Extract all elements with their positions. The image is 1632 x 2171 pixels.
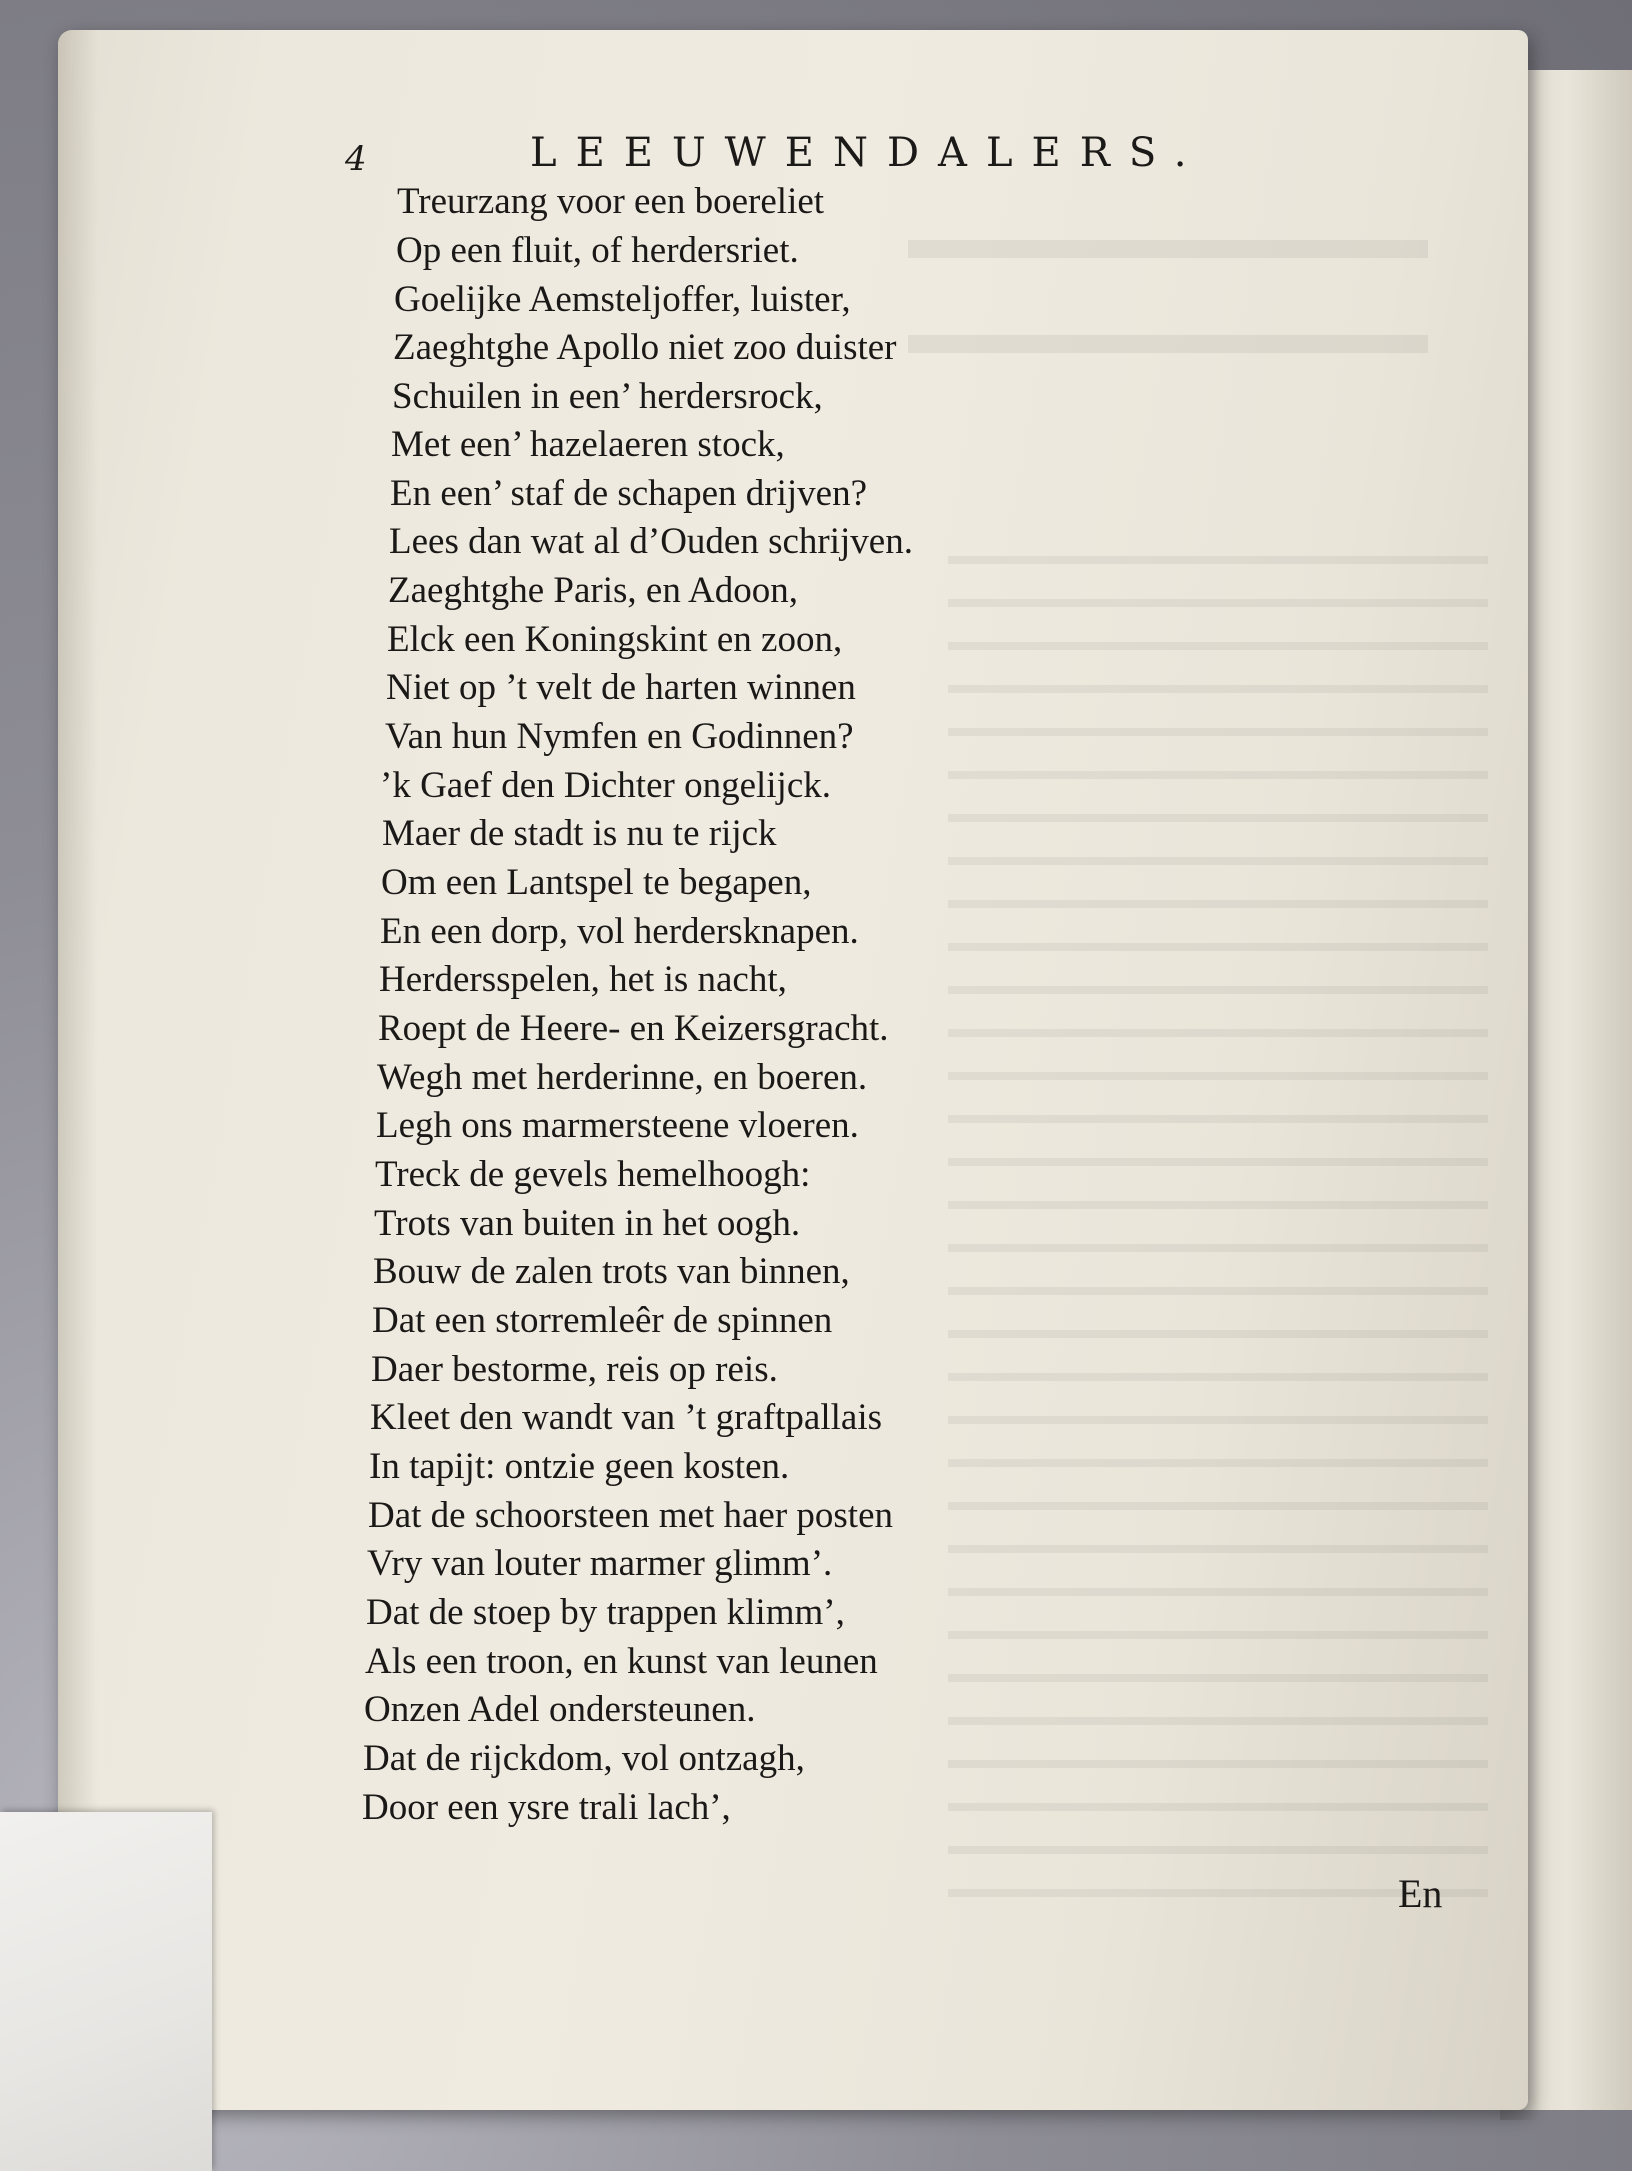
verse-line: In tapijt: ontzie geen kosten. (369, 1446, 790, 1487)
verse-line: Lees dan wat al d’Ouden schrijven. (389, 521, 913, 562)
verse-line: Roept de Heere- en Keizersgracht. (378, 1008, 889, 1049)
catchword: En (1398, 1871, 1443, 1916)
page-left-edge (58, 30, 98, 2110)
paper-scrap (0, 1812, 212, 2171)
verse-line: Goelijke Aemsteljoffer, luister, (394, 279, 851, 320)
verse-block (58, 30, 1528, 2110)
verse-line: Van hun Nymfen en Godinnen? (385, 716, 854, 757)
verse-line: Zaeghtghe Paris, en Adoon, (388, 570, 798, 611)
verse-line: Op een fluit, of herdersriet. (396, 230, 799, 271)
verse-line: En een’ staf de schapen drijven? (390, 473, 868, 514)
running-head: LEEUWENDALERS. (530, 130, 1206, 176)
verse-line: Schuilen in een’ herdersrock, (392, 376, 823, 417)
verse-line: Treck de gevels hemelhoogh: (375, 1154, 811, 1195)
verse-line: Treurzang voor een boereliet (397, 181, 825, 222)
verse-line: Dat de schoorsteen met haer posten (368, 1495, 894, 1536)
verse-line: Om een Lantspel te begapen, (381, 862, 812, 903)
verse-line: Herdersspelen, het is nacht, (379, 959, 787, 1000)
verse-line: Vry van louter marmer glimm’. (367, 1543, 833, 1584)
verse-line: Wegh met herderinne, en boeren. (377, 1057, 868, 1098)
verse-line: En een dorp, vol herdersknapen. (380, 911, 859, 952)
verse-line: Niet op ’t velt de harten winnen (386, 667, 856, 708)
verse-line: Legh ons marmersteene vloeren. (376, 1105, 859, 1146)
verse-line: Dat de rijckdom, vol ontzagh, (363, 1738, 805, 1779)
verse-line: Trots van buiten in het oogh. (374, 1203, 801, 1244)
verse-line: Dat de stoep by trappen klimm’, (366, 1592, 845, 1633)
verse-line: Bouw de zalen trots van binnen, (373, 1251, 850, 1292)
verse-line: Elck een Koningskint en zoon, (387, 619, 843, 660)
verse-line: Zaeghtghe Apollo niet zoo duister (393, 327, 897, 368)
verse-line: Door een ysre trali lach’, (362, 1787, 731, 1828)
verse-line: Daer bestorme, reis op reis. (371, 1349, 778, 1390)
verse-line: Onzen Adel ondersteunen. (364, 1689, 756, 1730)
page-number: 4 (345, 139, 367, 179)
verse-line: ’k Gaef den Dichter ongelijck. (380, 765, 832, 806)
verse-line: Kleet den wandt van ’t graftpallais (370, 1397, 883, 1438)
book-page (58, 30, 1528, 2110)
verse-line: Maer de stadt is nu te rijck (382, 813, 777, 854)
verse-line: Als een troon, en kunst van leunen (365, 1641, 878, 1682)
verse-line: Met een’ hazelaeren stock, (391, 424, 785, 465)
verse-line: Dat een storremleêr de spinnen (372, 1300, 833, 1341)
